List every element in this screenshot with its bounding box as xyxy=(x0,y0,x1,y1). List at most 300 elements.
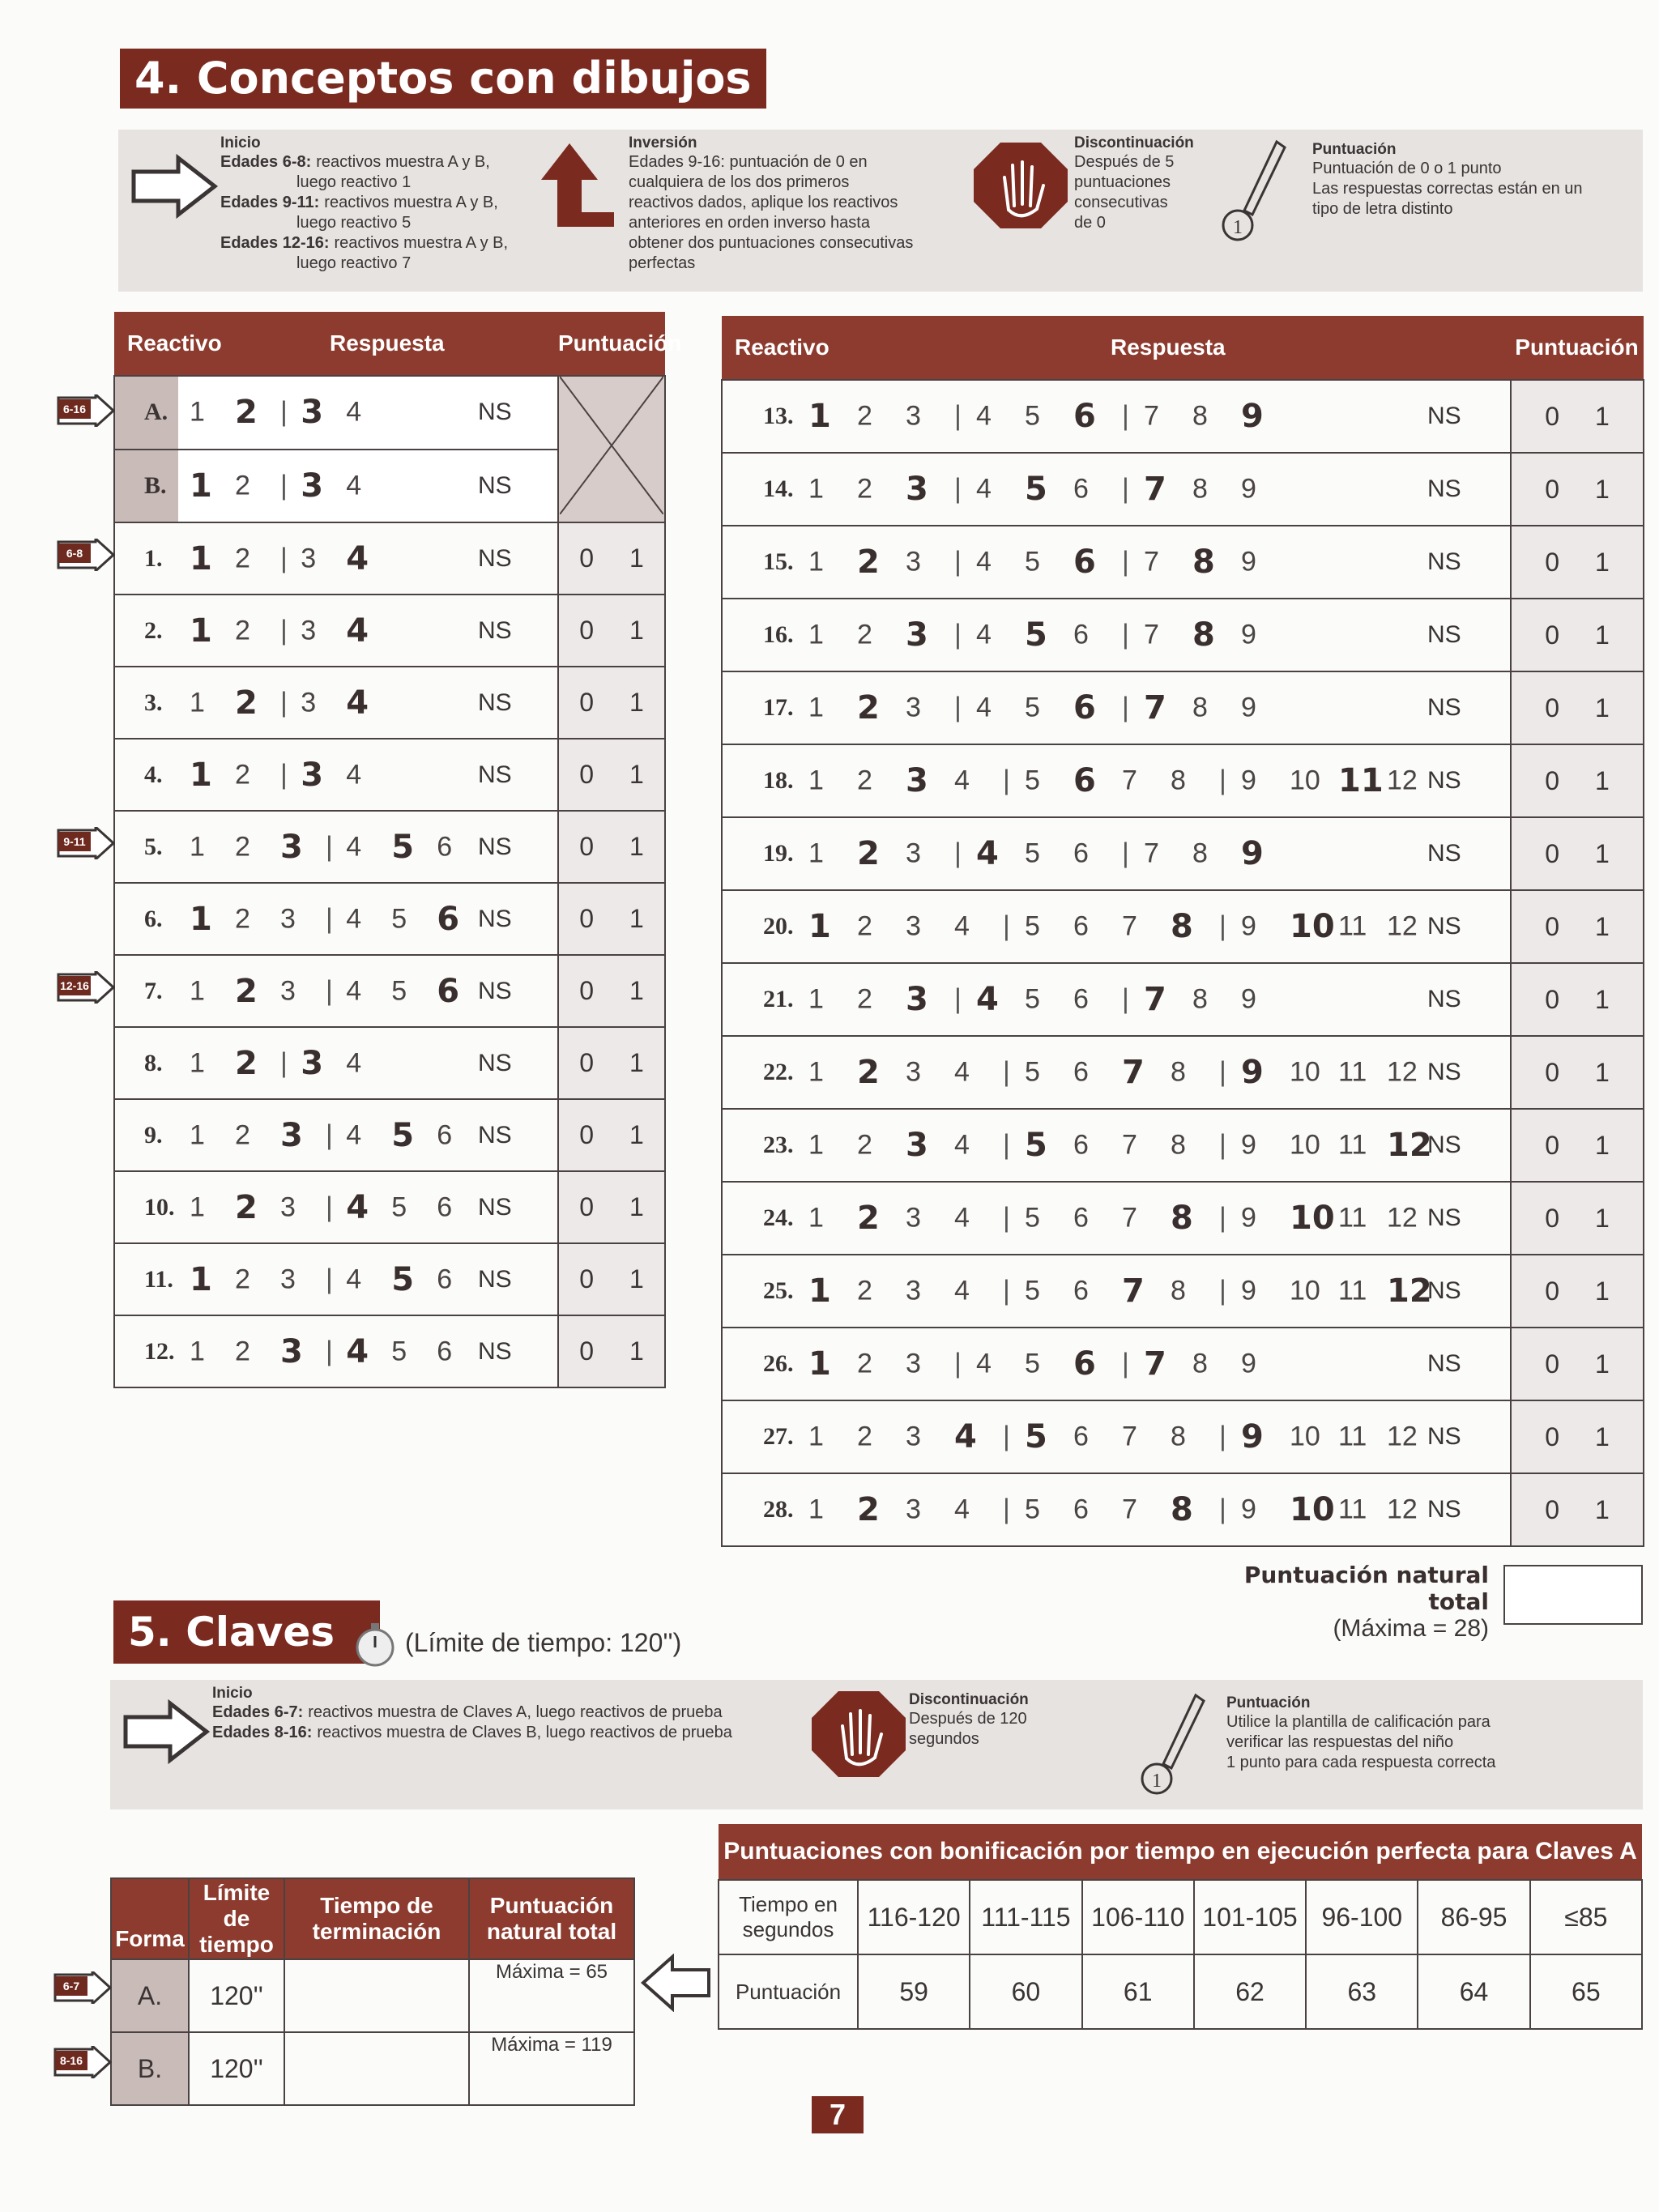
score-cell[interactable] xyxy=(1511,671,1644,744)
option[interactable]: 7 xyxy=(1122,1421,1137,1452)
option[interactable]: 8 xyxy=(1171,1275,1186,1306)
score-option[interactable]: 0 xyxy=(579,760,594,789)
ns-option[interactable]: NS xyxy=(478,761,512,788)
option[interactable]: 2 xyxy=(235,759,250,790)
option[interactable]: 7 xyxy=(1144,619,1159,650)
option[interactable]: 9 xyxy=(1241,910,1256,942)
score-cell[interactable] xyxy=(558,1099,665,1171)
score-option[interactable]: 1 xyxy=(1595,1130,1610,1160)
score-cell[interactable] xyxy=(558,667,665,739)
score-cell[interactable] xyxy=(558,1171,665,1243)
option[interactable]: 9 xyxy=(1241,473,1256,505)
score-option[interactable]: 0 xyxy=(1545,838,1559,868)
correct-option[interactable]: 11 xyxy=(1338,762,1384,799)
option[interactable]: 1 xyxy=(190,687,205,718)
option[interactable]: 7 xyxy=(1144,400,1159,432)
option[interactable]: 4 xyxy=(976,546,992,578)
correct-option[interactable]: 2 xyxy=(235,394,258,432)
option[interactable]: 5 xyxy=(1025,692,1040,723)
score-cell[interactable] xyxy=(1511,963,1644,1036)
score-option[interactable]: 0 xyxy=(579,976,594,1005)
option[interactable]: 6 xyxy=(437,1336,453,1366)
score-option[interactable]: 0 xyxy=(1545,765,1559,795)
ns-option[interactable]: NS xyxy=(478,471,512,499)
score-option[interactable]: 1 xyxy=(1595,1421,1610,1451)
score-cell[interactable] xyxy=(558,811,665,883)
ns-option[interactable]: NS xyxy=(478,1193,512,1221)
correct-option[interactable]: 3 xyxy=(301,394,324,432)
option[interactable]: 1 xyxy=(808,1129,824,1161)
puntuacion-input[interactable] xyxy=(469,1959,634,2032)
correct-option[interactable]: 2 xyxy=(857,1491,880,1528)
score-option[interactable]: 0 xyxy=(579,1264,594,1294)
option[interactable]: 7 xyxy=(1122,765,1137,796)
correct-option[interactable]: 6 xyxy=(1073,543,1096,581)
score-option[interactable]: 0 xyxy=(1545,620,1559,650)
score-option[interactable]: 1 xyxy=(1595,1494,1610,1524)
correct-option[interactable]: 6 xyxy=(437,900,460,938)
option[interactable]: 6 xyxy=(1073,1275,1089,1306)
correct-option[interactable]: 3 xyxy=(906,471,928,508)
correct-option[interactable]: 2 xyxy=(857,835,880,872)
score-option[interactable]: 1 xyxy=(1595,693,1610,722)
correct-option[interactable]: 12 xyxy=(1387,1272,1432,1310)
option[interactable]: 6 xyxy=(437,1119,453,1150)
correct-option[interactable]: 5 xyxy=(1025,1418,1047,1455)
score-cell[interactable] xyxy=(1511,1473,1644,1546)
option[interactable]: 9 xyxy=(1241,1494,1256,1525)
puntuacion-input[interactable] xyxy=(469,2032,634,2105)
score-cell[interactable] xyxy=(1511,1109,1644,1182)
option[interactable]: 4 xyxy=(346,470,362,501)
ns-option[interactable]: NS xyxy=(478,1049,512,1076)
score-option[interactable]: 1 xyxy=(1595,1057,1610,1087)
option[interactable]: 6 xyxy=(437,1191,453,1222)
option[interactable]: 5 xyxy=(391,1336,407,1366)
score-option[interactable]: 1 xyxy=(1595,474,1610,504)
option[interactable]: 5 xyxy=(391,903,407,934)
score-option[interactable]: 0 xyxy=(1545,547,1559,577)
correct-option[interactable]: 3 xyxy=(301,756,324,794)
option[interactable]: 3 xyxy=(280,975,296,1006)
option[interactable]: 2 xyxy=(857,1421,872,1452)
score-option[interactable]: 0 xyxy=(1545,1203,1559,1233)
correct-option[interactable]: 3 xyxy=(301,467,324,505)
option[interactable]: 6 xyxy=(1073,910,1089,942)
score-option[interactable]: 1 xyxy=(629,904,644,933)
score-option[interactable]: 1 xyxy=(1595,1349,1610,1379)
score-cell[interactable] xyxy=(558,376,665,522)
option[interactable]: 5 xyxy=(1025,1202,1040,1234)
option[interactable]: 9 xyxy=(1241,1348,1256,1379)
correct-option[interactable]: 4 xyxy=(976,835,999,872)
ns-option[interactable]: NS xyxy=(1427,548,1461,575)
option[interactable]: 8 xyxy=(1192,400,1208,432)
option[interactable]: 4 xyxy=(346,1264,362,1294)
option[interactable]: 9 xyxy=(1241,983,1256,1015)
option[interactable]: 3 xyxy=(280,903,296,934)
correct-option[interactable]: 4 xyxy=(976,981,999,1018)
correct-option[interactable]: 2 xyxy=(857,1054,880,1091)
option[interactable]: 5 xyxy=(1025,910,1040,942)
correct-option[interactable]: 1 xyxy=(190,900,212,938)
correct-option[interactable]: 2 xyxy=(857,689,880,727)
correct-option[interactable]: 3 xyxy=(280,828,303,866)
score-option[interactable]: 1 xyxy=(629,832,644,861)
option[interactable]: 4 xyxy=(976,1348,992,1379)
option[interactable]: 8 xyxy=(1171,1129,1186,1161)
ns-option[interactable]: NS xyxy=(478,544,512,572)
option[interactable]: 3 xyxy=(301,615,317,646)
option[interactable]: 4 xyxy=(346,759,362,790)
correct-option[interactable]: 2 xyxy=(235,972,258,1010)
option[interactable]: 9 xyxy=(1241,1275,1256,1306)
option[interactable]: 5 xyxy=(1025,546,1040,578)
option[interactable]: 2 xyxy=(857,1348,872,1379)
correct-option[interactable]: 7 xyxy=(1144,981,1166,1018)
option[interactable]: 1 xyxy=(190,1191,205,1222)
option[interactable]: 4 xyxy=(954,1275,970,1306)
score-option[interactable]: 0 xyxy=(579,1048,594,1077)
ns-option[interactable]: NS xyxy=(1427,1059,1461,1085)
option[interactable]: 4 xyxy=(346,831,362,862)
option[interactable]: 1 xyxy=(190,1336,205,1366)
score-option[interactable]: 1 xyxy=(1595,1276,1610,1306)
option[interactable]: 4 xyxy=(976,619,992,650)
option[interactable]: 4 xyxy=(976,473,992,505)
option[interactable]: 4 xyxy=(954,765,970,796)
option[interactable]: 2 xyxy=(857,765,872,796)
correct-option[interactable]: 4 xyxy=(346,1188,369,1226)
option[interactable]: 5 xyxy=(1025,1494,1040,1525)
ns-option[interactable]: NS xyxy=(1427,475,1461,502)
correct-option[interactable]: 3 xyxy=(280,1332,303,1370)
score-option[interactable]: 0 xyxy=(579,543,594,573)
score-option[interactable]: 0 xyxy=(579,1336,594,1366)
score-option[interactable]: 1 xyxy=(629,1336,644,1366)
correct-option[interactable]: 10 xyxy=(1290,1491,1335,1528)
option[interactable]: 6 xyxy=(1073,837,1089,869)
score-cell[interactable] xyxy=(558,1027,665,1099)
score-option[interactable]: 1 xyxy=(629,688,644,717)
option[interactable]: 7 xyxy=(1122,1129,1137,1161)
option[interactable]: 3 xyxy=(906,1275,921,1306)
score-cell[interactable] xyxy=(1511,1255,1644,1328)
correct-option[interactable]: 9 xyxy=(1241,835,1264,872)
option[interactable]: 6 xyxy=(1073,1494,1089,1525)
option[interactable]: 4 xyxy=(346,903,362,934)
option[interactable]: 3 xyxy=(906,1056,921,1088)
option[interactable]: 1 xyxy=(808,473,824,505)
ns-option[interactable]: NS xyxy=(478,977,512,1004)
score-option[interactable]: 1 xyxy=(629,1264,644,1294)
correct-option[interactable]: 5 xyxy=(1025,1127,1047,1164)
option[interactable]: 5 xyxy=(1025,1056,1040,1088)
option[interactable]: 12 xyxy=(1387,765,1418,796)
score-cell[interactable] xyxy=(558,1243,665,1315)
option[interactable]: 4 xyxy=(976,692,992,723)
option[interactable]: 5 xyxy=(391,1191,407,1222)
correct-option[interactable]: 8 xyxy=(1171,1491,1193,1528)
ns-option[interactable]: NS xyxy=(1427,986,1461,1012)
option[interactable]: 11 xyxy=(1338,1421,1367,1452)
option[interactable]: 4 xyxy=(954,1056,970,1088)
score-cell[interactable] xyxy=(1511,744,1644,817)
option[interactable]: 3 xyxy=(906,837,921,869)
option[interactable]: 2 xyxy=(857,1129,872,1161)
option[interactable]: 8 xyxy=(1192,692,1208,723)
ns-option[interactable]: NS xyxy=(1427,1423,1461,1450)
option[interactable]: 6 xyxy=(437,1264,453,1294)
score-option[interactable]: 1 xyxy=(1595,1203,1610,1233)
option[interactable]: 1 xyxy=(808,619,824,650)
correct-option[interactable]: 9 xyxy=(1241,1054,1264,1091)
score-cell[interactable] xyxy=(1511,1036,1644,1109)
correct-option[interactable]: 3 xyxy=(906,1127,928,1164)
correct-option[interactable]: 7 xyxy=(1144,689,1166,727)
ns-option[interactable]: NS xyxy=(478,688,512,716)
option[interactable]: 4 xyxy=(976,400,992,432)
ns-option[interactable]: NS xyxy=(1427,403,1461,429)
option[interactable]: 4 xyxy=(954,1494,970,1525)
correct-option[interactable]: 4 xyxy=(346,612,369,650)
option[interactable]: 10 xyxy=(1290,765,1320,796)
correct-option[interactable]: 6 xyxy=(437,972,460,1010)
option[interactable]: 3 xyxy=(906,546,921,578)
option[interactable]: 3 xyxy=(906,1348,921,1379)
option[interactable]: 10 xyxy=(1290,1056,1320,1088)
ns-option[interactable]: NS xyxy=(1427,767,1461,794)
option[interactable]: 6 xyxy=(1073,1129,1089,1161)
option[interactable]: 9 xyxy=(1241,619,1256,650)
score-cell[interactable] xyxy=(1511,380,1644,453)
correct-option[interactable]: 7 xyxy=(1144,1345,1166,1383)
option[interactable]: 10 xyxy=(1290,1275,1320,1306)
correct-option[interactable]: 2 xyxy=(857,543,880,581)
correct-option[interactable]: 5 xyxy=(1025,471,1047,508)
option[interactable]: 1 xyxy=(808,1421,824,1452)
score-cell[interactable] xyxy=(558,739,665,811)
option[interactable]: 5 xyxy=(1025,983,1040,1015)
option[interactable]: 2 xyxy=(235,903,250,934)
score-option[interactable]: 0 xyxy=(579,616,594,645)
correct-option[interactable]: 6 xyxy=(1073,762,1096,799)
correct-option[interactable]: 4 xyxy=(954,1418,977,1455)
score-option[interactable]: 0 xyxy=(1545,474,1559,504)
correct-option[interactable]: 1 xyxy=(808,1272,831,1310)
option[interactable]: 9 xyxy=(1241,765,1256,796)
option[interactable]: 7 xyxy=(1144,546,1159,578)
ns-option[interactable]: NS xyxy=(478,1337,512,1365)
correct-option[interactable]: 5 xyxy=(391,1116,415,1154)
option[interactable]: 8 xyxy=(1192,837,1208,869)
correct-option[interactable]: 1 xyxy=(808,1345,831,1383)
correct-option[interactable]: 5 xyxy=(391,1260,415,1298)
correct-option[interactable]: 1 xyxy=(190,467,212,505)
option[interactable]: 3 xyxy=(280,1191,296,1222)
score-cell[interactable] xyxy=(558,595,665,667)
option[interactable]: 9 xyxy=(1241,692,1256,723)
score-cell[interactable] xyxy=(1511,1182,1644,1255)
option[interactable]: 1 xyxy=(808,1202,824,1234)
ns-option[interactable]: NS xyxy=(478,1265,512,1293)
option[interactable]: 12 xyxy=(1387,1421,1418,1452)
option[interactable]: 1 xyxy=(190,1119,205,1150)
correct-option[interactable]: 5 xyxy=(391,828,415,866)
correct-option[interactable]: 10 xyxy=(1290,908,1335,945)
option[interactable]: 3 xyxy=(280,1264,296,1294)
score-option[interactable]: 0 xyxy=(1545,984,1559,1014)
option[interactable]: 8 xyxy=(1171,1421,1186,1452)
option[interactable]: 4 xyxy=(954,910,970,942)
correct-option[interactable]: 8 xyxy=(1192,543,1215,581)
option[interactable]: 4 xyxy=(346,1119,362,1150)
option[interactable]: 11 xyxy=(1338,910,1367,942)
score-cell[interactable] xyxy=(1511,599,1644,671)
correct-option[interactable]: 1 xyxy=(190,756,212,794)
option[interactable]: 11 xyxy=(1338,1494,1367,1525)
option[interactable]: 7 xyxy=(1122,1494,1137,1525)
correct-option[interactable]: 9 xyxy=(1241,1418,1264,1455)
option[interactable]: 12 xyxy=(1387,910,1418,942)
option[interactable]: 8 xyxy=(1192,983,1208,1015)
option[interactable]: 2 xyxy=(235,1119,250,1150)
score-option[interactable]: 0 xyxy=(579,904,594,933)
option[interactable]: 1 xyxy=(808,837,824,869)
option[interactable]: 3 xyxy=(301,543,317,573)
correct-option[interactable]: 12 xyxy=(1387,1127,1432,1164)
correct-option[interactable]: 4 xyxy=(346,1332,369,1370)
option[interactable]: 5 xyxy=(1025,765,1040,796)
tiempo-input[interactable] xyxy=(284,2032,469,2105)
ns-option[interactable]: NS xyxy=(1427,840,1461,867)
option[interactable]: 4 xyxy=(346,396,362,428)
correct-option[interactable]: 2 xyxy=(235,1188,258,1226)
option[interactable]: 8 xyxy=(1171,1056,1186,1088)
option[interactable]: 1 xyxy=(190,396,205,428)
score-option[interactable]: 1 xyxy=(629,543,644,573)
score-option[interactable]: 1 xyxy=(1595,620,1610,650)
score-cell[interactable] xyxy=(558,955,665,1027)
score-option[interactable]: 0 xyxy=(1545,1349,1559,1379)
option[interactable]: 6 xyxy=(1073,473,1089,505)
score-cell[interactable] xyxy=(1511,453,1644,526)
option[interactable]: 4 xyxy=(346,1047,362,1078)
score-option[interactable]: 0 xyxy=(579,1120,594,1149)
option[interactable]: 12 xyxy=(1387,1056,1418,1088)
option[interactable]: 1 xyxy=(808,1494,824,1525)
option[interactable]: 3 xyxy=(301,687,317,718)
option[interactable]: 11 xyxy=(1338,1129,1367,1161)
option[interactable]: 2 xyxy=(235,615,250,646)
correct-option[interactable]: 3 xyxy=(301,1044,324,1082)
option[interactable]: 1 xyxy=(190,975,205,1006)
score-option[interactable]: 0 xyxy=(579,688,594,717)
score-cell[interactable] xyxy=(1511,1400,1644,1473)
option[interactable]: 10 xyxy=(1290,1421,1320,1452)
score-option[interactable]: 1 xyxy=(1595,838,1610,868)
option[interactable]: 6 xyxy=(1073,1421,1089,1452)
option[interactable]: 2 xyxy=(857,983,872,1015)
correct-option[interactable]: 6 xyxy=(1073,398,1096,435)
correct-option[interactable]: 7 xyxy=(1144,471,1166,508)
correct-option[interactable]: 2 xyxy=(235,684,258,722)
ns-option[interactable]: NS xyxy=(478,1121,512,1149)
option[interactable]: 8 xyxy=(1171,765,1186,796)
option[interactable]: 11 xyxy=(1338,1275,1367,1306)
option[interactable]: 2 xyxy=(235,1264,250,1294)
score-option[interactable]: 0 xyxy=(1545,401,1559,431)
correct-option[interactable]: 2 xyxy=(857,1200,880,1237)
option[interactable]: 9 xyxy=(1241,1202,1256,1234)
option[interactable]: 5 xyxy=(391,975,407,1006)
option[interactable]: 5 xyxy=(1025,1275,1040,1306)
correct-option[interactable]: 3 xyxy=(280,1116,303,1154)
option[interactable]: 1 xyxy=(808,983,824,1015)
option[interactable]: 2 xyxy=(235,543,250,573)
score-option[interactable]: 1 xyxy=(1595,911,1610,941)
score-option[interactable]: 1 xyxy=(629,976,644,1005)
score-option[interactable]: 1 xyxy=(1595,547,1610,577)
option[interactable]: 3 xyxy=(906,910,921,942)
score-option[interactable]: 0 xyxy=(579,1192,594,1221)
option[interactable]: 4 xyxy=(346,975,362,1006)
option[interactable]: 7 xyxy=(1122,910,1137,942)
correct-option[interactable]: 3 xyxy=(906,762,928,799)
option[interactable]: 1 xyxy=(808,1056,824,1088)
option[interactable]: 2 xyxy=(235,1336,250,1366)
correct-option[interactable]: 3 xyxy=(906,981,928,1018)
ns-option[interactable]: NS xyxy=(1427,1204,1461,1231)
option[interactable]: 3 xyxy=(906,1421,921,1452)
score-option[interactable]: 1 xyxy=(629,1192,644,1221)
option[interactable]: 6 xyxy=(437,831,453,862)
score-option[interactable]: 0 xyxy=(1545,911,1559,941)
option[interactable]: 2 xyxy=(857,619,872,650)
option[interactable]: 2 xyxy=(235,831,250,862)
score-cell[interactable] xyxy=(558,1315,665,1387)
score-option[interactable]: 0 xyxy=(1545,1057,1559,1087)
correct-option[interactable]: 6 xyxy=(1073,689,1096,727)
option[interactable]: 1 xyxy=(190,1047,205,1078)
option[interactable]: 2 xyxy=(857,473,872,505)
ns-option[interactable]: NS xyxy=(478,833,512,860)
correct-option[interactable]: 10 xyxy=(1290,1200,1335,1237)
correct-option[interactable]: 5 xyxy=(1025,616,1047,654)
option[interactable]: 5 xyxy=(1025,400,1040,432)
option[interactable]: 11 xyxy=(1338,1056,1367,1088)
score-cell[interactable] xyxy=(1511,817,1644,890)
score-cell[interactable] xyxy=(1511,1328,1644,1400)
correct-option[interactable]: 7 xyxy=(1122,1054,1145,1091)
option[interactable]: 1 xyxy=(808,692,824,723)
option[interactable]: 7 xyxy=(1122,1202,1137,1234)
correct-option[interactable]: 1 xyxy=(808,908,831,945)
score-cell[interactable] xyxy=(558,883,665,955)
correct-option[interactable]: 2 xyxy=(235,1044,258,1082)
correct-option[interactable]: 1 xyxy=(190,539,212,578)
option[interactable]: 4 xyxy=(954,1202,970,1234)
option[interactable]: 11 xyxy=(1338,1202,1367,1234)
ns-option[interactable]: NS xyxy=(1427,913,1461,940)
option[interactable]: 5 xyxy=(1025,837,1040,869)
option[interactable]: 3 xyxy=(906,400,921,432)
ns-option[interactable]: NS xyxy=(1427,1350,1461,1377)
option[interactable]: 1 xyxy=(808,546,824,578)
option[interactable]: 5 xyxy=(1025,1348,1040,1379)
option[interactable]: 10 xyxy=(1290,1129,1320,1161)
score-option[interactable]: 1 xyxy=(629,1048,644,1077)
